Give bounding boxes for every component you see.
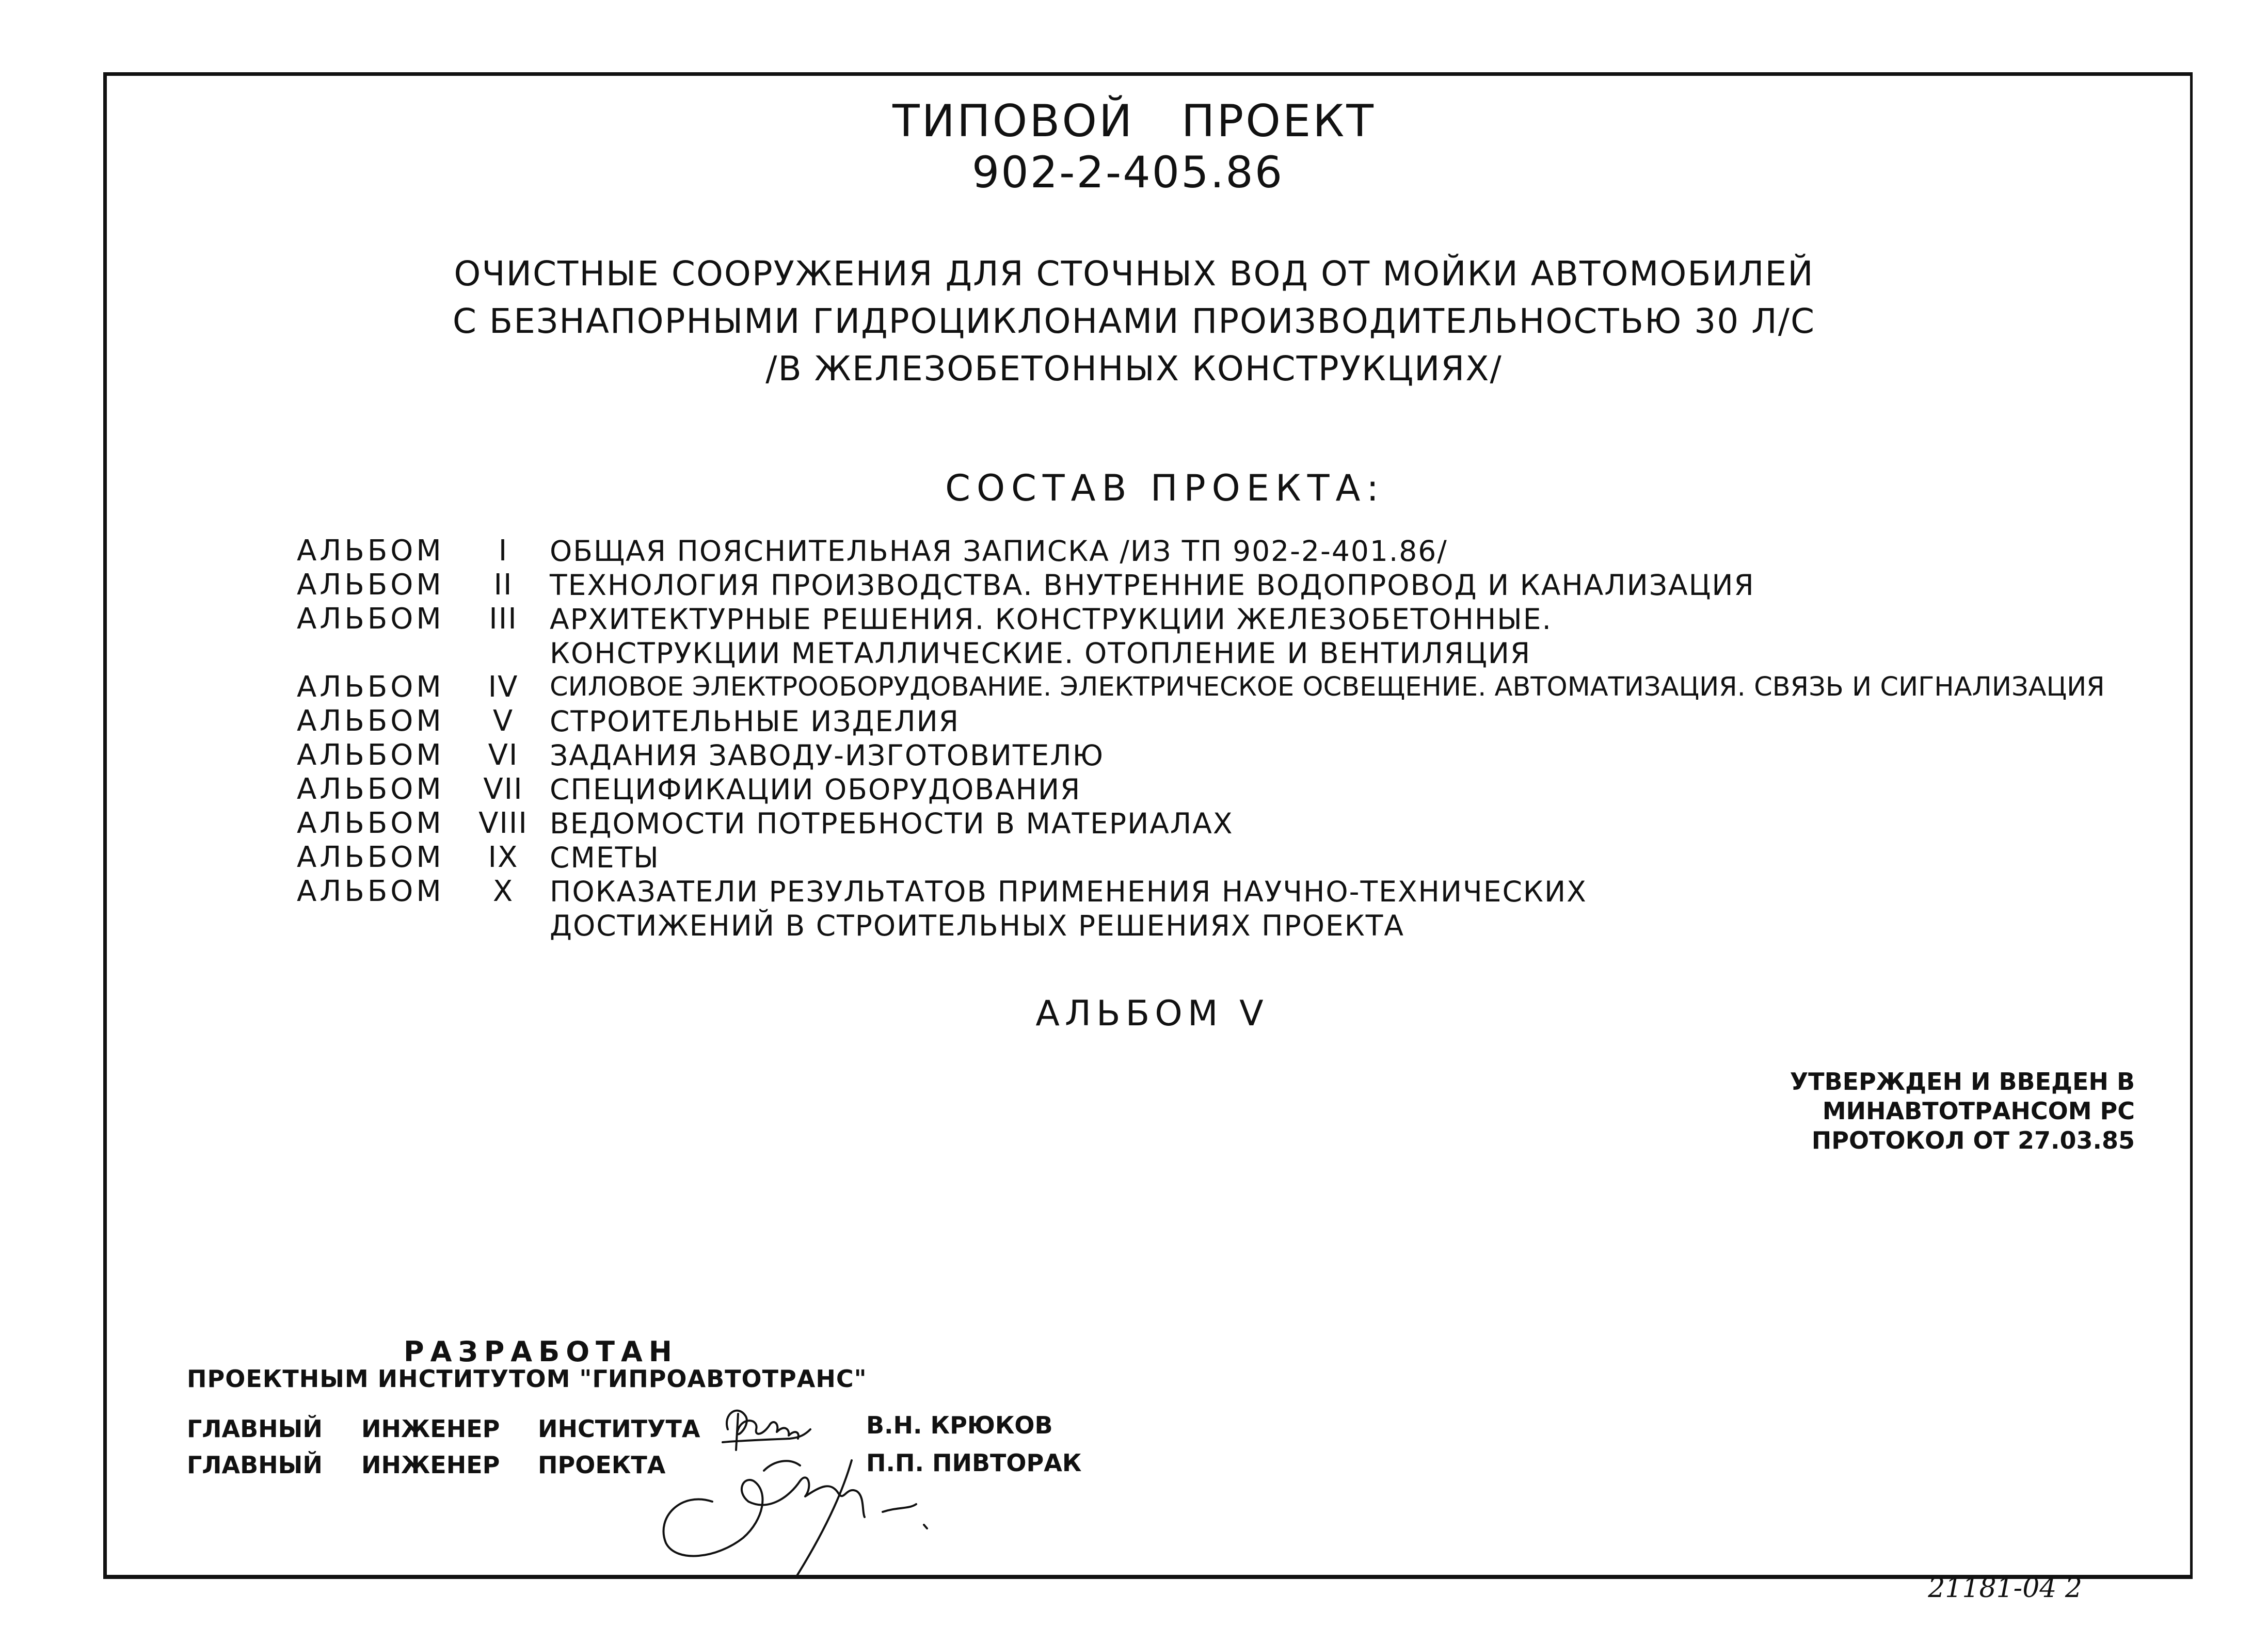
- album-description: СПЕЦИФИКАЦИИ ОБОРУДОВАНИЯ: [550, 773, 1081, 806]
- signatory-role-word: ИНЖЕНЕР: [361, 1451, 500, 1479]
- album-number: II: [493, 568, 513, 602]
- signatory-role-word: ГЛАВНЫЙ: [187, 1415, 323, 1443]
- approval-stamp: [1790, 1067, 2135, 1155]
- title-word: ТИПОВОЙ: [892, 95, 1135, 147]
- title-word: ПРОЕКТ: [1181, 95, 1376, 147]
- album-description-line: КОНСТРУКЦИИ МЕТАЛЛИЧЕСКИЕ. ОТОПЛЕНИЕ И ВЕНТИЛЯЦИЯ: [550, 637, 1531, 670]
- album-number: VIII: [478, 807, 528, 840]
- album-number: IX: [488, 841, 519, 874]
- album-description: ОБЩАЯ ПОЯСНИТЕЛЬНАЯ ЗАПИСКА /ИЗ ТП 902-2-401.86/: [550, 535, 1448, 568]
- album-word: АЛЬБОМ: [297, 738, 444, 772]
- signatory-role-word: ИНСТИТУТА: [538, 1415, 700, 1443]
- approval-line: УТВЕРЖДЕН И ВВЕДЕН В: [1790, 1068, 2135, 1095]
- album-number: IV: [488, 670, 519, 704]
- album-description: [550, 875, 1587, 943]
- album-description-line: ПОКАЗАТЕЛИ РЕЗУЛЬТАТОВ ПРИМЕНЕНИЯ НАУЧНО-ТЕХНИЧЕСКИХ: [550, 875, 1587, 908]
- album-number: X: [492, 875, 514, 908]
- project-name-line: С БЕЗНАПОРНЫМИ ГИДРОЦИКЛОНАМИ ПРОИЗВОДИТЕЛЬНОСТЬЮ 30 Л/С: [452, 301, 1816, 341]
- album-word: АЛЬБОМ: [297, 841, 444, 874]
- sheet-number: 21181-04 2: [1928, 1573, 2082, 1604]
- album-word: АЛЬБОМ: [297, 772, 444, 806]
- album-number: VI: [488, 738, 519, 772]
- document-title: [0, 95, 2268, 147]
- project-number: 902-2-405.86: [971, 147, 1284, 198]
- developer-title: РАЗРАБОТАН: [404, 1335, 678, 1368]
- album-description-line: АРХИТЕКТУРНЫЕ РЕШЕНИЯ. КОНСТРУКЦИИ ЖЕЛЕЗОБЕТОННЫЕ.: [550, 603, 1552, 636]
- album-description: [550, 602, 1552, 670]
- signatory-role-word: ИНЖЕНЕР: [361, 1415, 500, 1443]
- album-word: АЛЬБОМ: [297, 534, 444, 568]
- handwritten-signatures: [635, 1393, 955, 1579]
- composition-title: СОСТАВ ПРОЕКТА:: [945, 467, 1385, 509]
- album-description: СТРОИТЕЛЬНЫЕ ИЗДЕЛИЯ: [550, 705, 960, 738]
- current-album-label: АЛЬБОМ V: [1035, 993, 1269, 1034]
- signatory-role-word: ГЛАВНЫЙ: [187, 1451, 323, 1479]
- project-name-line: ОЧИСТНЫЕ СООРУЖЕНИЯ ДЛЯ СТОЧНЫХ ВОД ОТ МОЙКИ АВТОМОБИЛЕЙ: [454, 254, 1814, 294]
- signatory-name: П.П. ПИВТОРАК: [866, 1449, 1082, 1477]
- signatory-name: В.Н. КРЮКОВ: [866, 1411, 1053, 1439]
- album-number: I: [498, 534, 508, 568]
- album-description: СМЕТЫ: [550, 841, 660, 874]
- album-description: ВЕДОМОСТИ ПОТРЕБНОСТИ В МАТЕРИАЛАХ: [550, 807, 1234, 840]
- album-description: СИЛОВОЕ ЭЛЕКТРООБОРУДОВАНИЕ. ЭЛЕКТРИЧЕСКОЕ ОСВЕЩЕНИЕ. АВТОМАТИЗАЦИЯ. СВЯЗЬ И СИГНАЛИЗАЦИЯ: [550, 672, 2105, 702]
- album-word: АЛЬБОМ: [297, 704, 444, 738]
- album-word: АЛЬБОМ: [297, 807, 444, 840]
- album-number: VII: [483, 772, 523, 806]
- approval-line: ПРОТОКОЛ ОТ 27.03.85: [1811, 1126, 2135, 1154]
- project-name: [0, 250, 2268, 393]
- signatory-role-word: ПРОЕКТА: [538, 1451, 666, 1479]
- project-name-line: /В ЖЕЛЕЗОБЕТОННЫХ КОНСТРУКЦИЯХ/: [765, 349, 1503, 389]
- approval-line: МИНАВТОТРАНСОМ РС: [1822, 1097, 2135, 1125]
- album-description: ЗАДАНИЯ ЗАВОДУ-ИЗГОТОВИТЕЛЮ: [550, 739, 1104, 772]
- album-word: АЛЬБОМ: [297, 670, 444, 704]
- album-description-line: ДОСТИЖЕНИЙ В СТРОИТЕЛЬНЫХ РЕШЕНИЯХ ПРОЕКТА: [550, 909, 1405, 942]
- album-number: III: [489, 602, 518, 636]
- album-word: АЛЬБОМ: [297, 875, 444, 908]
- album-word: АЛЬБОМ: [297, 568, 444, 602]
- album-number: V: [492, 704, 514, 738]
- album-word: АЛЬБОМ: [297, 602, 444, 636]
- album-description: ТЕХНОЛОГИЯ ПРОИЗВОДСТВА. ВНУТРЕННИЕ ВОДОПРОВОД И КАНАЛИЗАЦИЯ: [550, 569, 1755, 602]
- developer-organization: ПРОЕКТНЫМ ИНСТИТУТОМ "ГИПРОАВТОТРАНС": [187, 1365, 867, 1393]
